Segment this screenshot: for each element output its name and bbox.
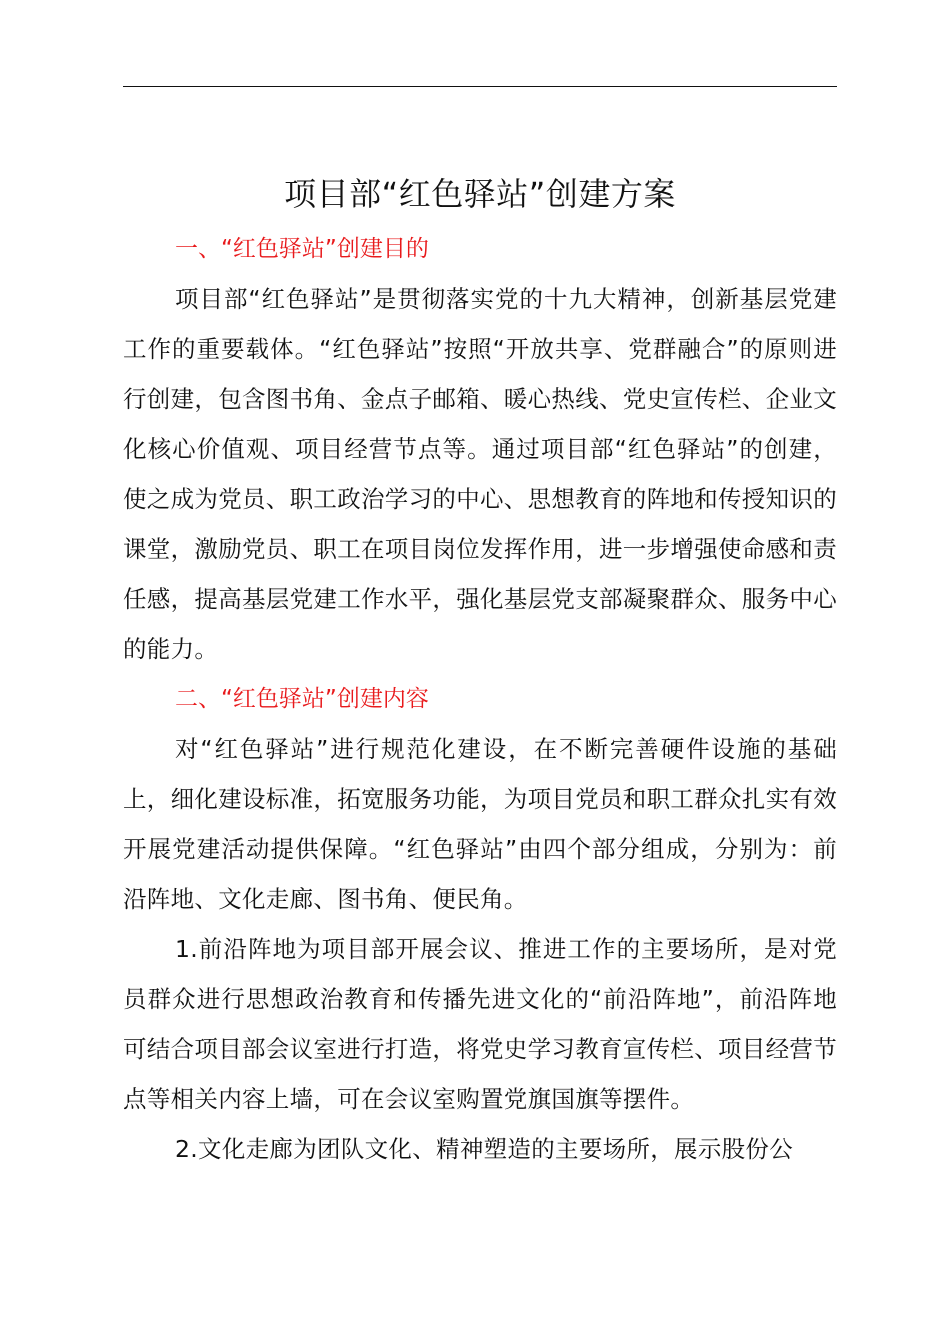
paragraph-purpose: 项目部“红色驿站”是贯彻落实党的十九大精神，创新基层党建工作的重要载体。“红色驿站”按照“开放共享、党群融合”的原则进行创建，包含图书角、金点子邮箱、暖心热线、党史宣传栏、企业文化核心价值观、项目经营节点等。通过项目部“红色驿站”的创建，使之成为党员、职工政治学习的中心、思想教育的阵地和传授知识的课堂，激励党员、职工在项目岗位发挥作用，进一步增强使命感和责任感，提高基层党建工作水平，强化基层党支部凝聚群众、服务中心的能力。 bbox=[123, 285, 837, 663]
page-title: 项目部“红色驿站”创建方案 bbox=[284, 175, 676, 214]
paragraph-frontline-position: 1.前沿阵地为项目部开展会议、推进工作的主要场所，是对党员群众进行思想政治教育和传播先进文化的“前沿阵地”，前沿阵地可结合项目部会议室进行打造，将党史学习教育宣传栏、项目经营节点等相关内容上墙，可在会议室购置党旗国旗等摆件。 bbox=[123, 935, 837, 1113]
paragraph-culture-corridor: 2.文化走廊为团队文化、精神塑造的主要场所，展示股份公 bbox=[175, 1135, 794, 1163]
paragraph-content-intro: 对“红色驿站”进行规范化建设，在不断完善硬件设施的基础上，细化建设标准，拓宽服务功能，为项目党员和职工群众扎实有效开展党建活动提供保障。“红色驿站”由四个部分组成，分别为：前沿阵地、文化走廊、图书角、便民角。 bbox=[123, 735, 837, 913]
section-heading-content: 二、“红色驿站”创建内容 bbox=[175, 686, 429, 712]
section-heading-purpose: 一、“红色驿站”创建目的 bbox=[175, 236, 429, 262]
document-body bbox=[123, 224, 837, 1174]
header-rule bbox=[123, 86, 837, 87]
